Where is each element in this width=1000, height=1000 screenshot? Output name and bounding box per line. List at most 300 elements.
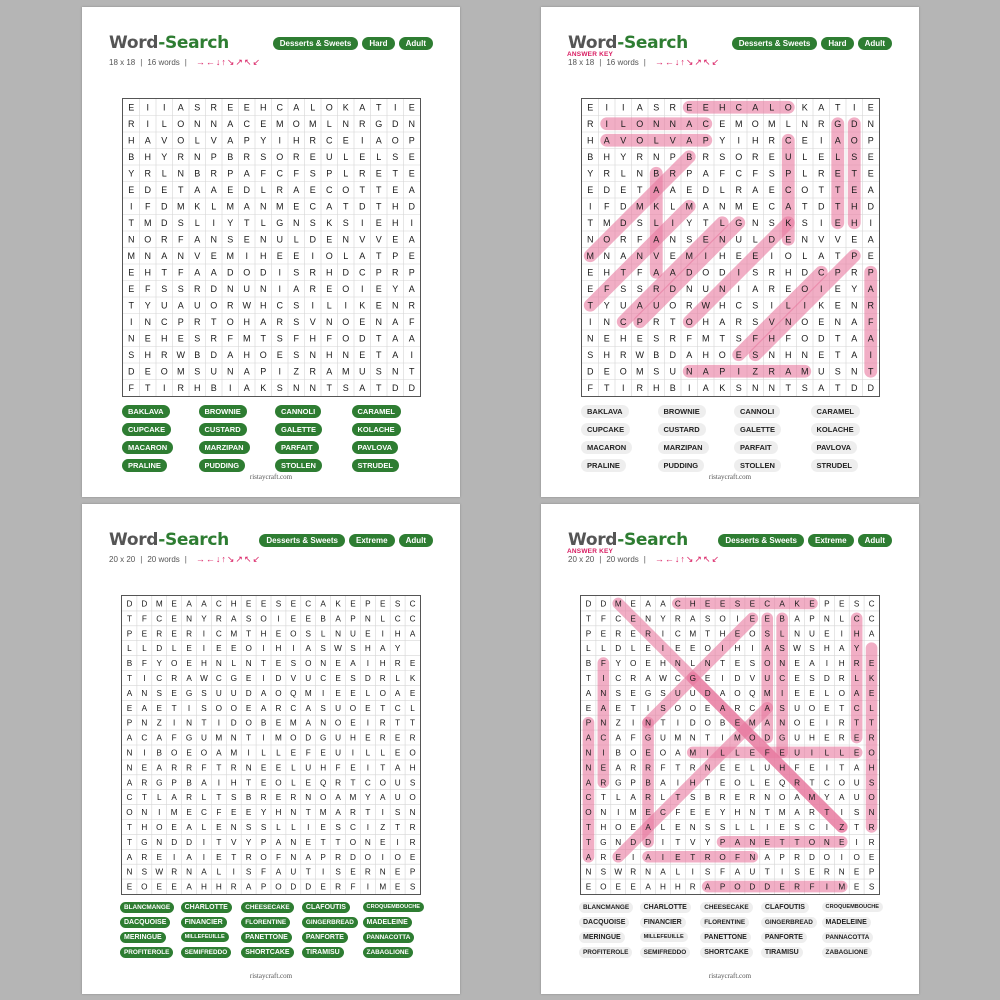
grid-letter: U	[764, 673, 771, 683]
grid-letter: C	[141, 733, 148, 743]
grid-letter: R	[141, 778, 148, 788]
grid-letter: E	[809, 763, 815, 773]
grid-letter: S	[868, 778, 875, 788]
grid-letter: R	[735, 185, 742, 196]
grid-letter: T	[178, 185, 184, 196]
grid-letter: P	[719, 366, 726, 377]
grid-letter: C	[785, 185, 792, 196]
grid-letter: N	[186, 614, 193, 624]
grid-letter: R	[587, 119, 594, 130]
grid-letter: K	[801, 102, 808, 113]
word-item: MADELEINE	[363, 917, 424, 928]
grid-letter: Y	[128, 168, 135, 179]
grid-letter: P	[227, 168, 234, 179]
grid-letter: T	[868, 366, 874, 377]
grid-letter: N	[794, 629, 801, 639]
grid-letter: D	[171, 837, 178, 847]
grid-letter: A	[260, 317, 267, 328]
grid-letter: F	[178, 267, 184, 278]
grid-letter: E	[290, 599, 297, 609]
grid-letter: N	[689, 822, 696, 832]
grid-letter: T	[690, 852, 696, 862]
grid-letter: L	[660, 793, 666, 803]
grid-letter: E	[326, 284, 333, 295]
puzzle-meta: 18 x 18 | 16 words | →←↓↑↘↗↖↙	[109, 57, 262, 67]
grid-letter: I	[869, 350, 873, 361]
grid-letter: O	[275, 778, 282, 788]
grid-letter: E	[128, 284, 135, 295]
answer-key-page-extreme	[541, 504, 919, 994]
grid-letter: S	[853, 599, 860, 609]
grid-letter: E	[275, 793, 282, 803]
grid-letter: M	[144, 218, 152, 229]
grid-letter: A	[764, 644, 770, 654]
grid-letter: T	[585, 673, 591, 683]
grid-letter: M	[689, 629, 697, 639]
grid-letter: S	[620, 284, 627, 295]
grid-letter: E	[309, 185, 316, 196]
grid-letter: E	[867, 152, 874, 163]
grid-letter: V	[669, 135, 676, 146]
grid-letter: N	[587, 234, 594, 245]
grid-letter: C	[409, 599, 416, 609]
grid-letter: I	[212, 218, 216, 229]
grid-letter: A	[794, 793, 800, 803]
grid-letter: D	[126, 599, 133, 609]
grid-letter: N	[186, 718, 193, 728]
word-item: PANETTONE	[700, 932, 757, 943]
grid-letter: H	[674, 882, 681, 892]
grid-letter: S	[704, 614, 711, 624]
word-item: CANNOLI	[275, 405, 346, 418]
grid-letter: O	[704, 644, 711, 654]
grid-letter: T	[126, 837, 132, 847]
grid-letter: N	[636, 251, 643, 262]
grid-letter: I	[737, 267, 741, 278]
grid-letter: M	[685, 201, 693, 212]
grid-letter: D	[144, 185, 151, 196]
grid-letter: R	[838, 673, 845, 683]
grid-letter: R	[335, 882, 342, 892]
grid-letter: T	[376, 251, 382, 262]
grid-letter: I	[381, 852, 384, 862]
grid-letter: D	[392, 383, 399, 394]
grid-letter: M	[177, 366, 185, 377]
grid-letter: U	[290, 867, 297, 877]
grid-letter: E	[686, 102, 693, 113]
grid-letter: E	[365, 703, 371, 713]
grid-letter: E	[394, 733, 401, 743]
grid-letter: T	[851, 168, 857, 179]
grid-letter: T	[335, 837, 341, 847]
grid-letter: A	[764, 718, 770, 728]
grid-letter: M	[748, 718, 756, 728]
grid-letter: Y	[394, 644, 401, 654]
grid-letter: T	[585, 822, 591, 832]
grid-letter: O	[379, 688, 386, 698]
grid-letter: L	[869, 703, 874, 713]
grid-letter: E	[675, 644, 681, 654]
grid-letter: E	[171, 629, 177, 639]
grid-letter: E	[686, 185, 693, 196]
grid-letter: L	[802, 152, 808, 163]
grid-letter: R	[243, 152, 250, 163]
grid-letter: N	[719, 284, 726, 295]
grid-letter: V	[290, 673, 297, 683]
grid-letter: C	[359, 267, 366, 278]
grid-letter: D	[141, 599, 148, 609]
grid-letter: P	[392, 251, 399, 262]
grid-letter: H	[768, 333, 775, 344]
grid-letter: Y	[853, 644, 860, 654]
word-item: DACQUOISE	[120, 917, 177, 928]
grid-letter: O	[259, 350, 267, 361]
grid-letter: C	[764, 599, 771, 609]
grid-letter: N	[177, 168, 184, 179]
grid-letter: A	[851, 317, 858, 328]
grid-letter: I	[825, 763, 828, 773]
grid-letter: E	[615, 852, 621, 862]
grid-letter: T	[764, 867, 770, 877]
word-item: PUDDING	[658, 459, 729, 472]
grid-letter: A	[645, 822, 651, 832]
grid-letter: N	[194, 152, 201, 163]
grid-letter: R	[768, 366, 775, 377]
grid-letter: Y	[365, 793, 371, 803]
word-item: PROFITEROLE	[120, 947, 177, 958]
grid-letter: E	[809, 867, 815, 877]
grid-letter: L	[620, 168, 626, 179]
grid-letter: O	[226, 317, 234, 328]
grid-letter: F	[305, 748, 311, 758]
site-footer: ristaycraft.com	[708, 972, 752, 980]
grid-letter: E	[375, 168, 382, 179]
grid-letter: C	[674, 599, 681, 609]
grid-letter: F	[171, 733, 177, 743]
grid-letter: A	[645, 882, 651, 892]
grid-letter: A	[177, 102, 184, 113]
grid-letter: S	[194, 102, 201, 113]
grid-letter: E	[735, 350, 742, 361]
grid-letter: T	[246, 629, 252, 639]
grid-letter: E	[227, 185, 234, 196]
grid-letter: O	[349, 837, 357, 847]
grid-letter: N	[177, 251, 184, 262]
grid-letter: C	[326, 185, 333, 196]
grid-letter: Y	[201, 614, 207, 624]
grid-letter: A	[293, 284, 300, 295]
grid-letter: S	[653, 102, 660, 113]
grid-letter: S	[779, 703, 785, 713]
grid-letter: A	[853, 688, 860, 698]
grid-letter: T	[835, 185, 841, 196]
grid-letter: S	[752, 300, 759, 311]
grid-letter: N	[686, 366, 693, 377]
grid-letter: H	[243, 317, 250, 328]
grid-letter: I	[588, 201, 592, 212]
grid-letter: I	[360, 284, 364, 295]
grid-letter: S	[335, 867, 341, 877]
grid-letter: N	[669, 234, 676, 245]
grid-letter: A	[293, 185, 300, 196]
grid-letter: A	[305, 852, 311, 862]
grid-letter: N	[126, 867, 133, 877]
grid-letter: C	[735, 300, 742, 311]
grid-letter: T	[261, 659, 267, 669]
grid-letter: N	[409, 808, 416, 818]
grid-letter: O	[325, 251, 333, 262]
grid-letter: H	[326, 267, 333, 278]
grid-letter: F	[600, 614, 606, 624]
grid-letter: T	[802, 201, 808, 212]
grid-letter: F	[868, 317, 874, 328]
grid-letter: O	[719, 614, 726, 624]
grid-letter: Z	[839, 822, 845, 832]
grid-letter: C	[823, 778, 830, 788]
word-item: MERINGUE	[120, 932, 177, 943]
grid-letter: E	[851, 185, 858, 196]
grid-letter: U	[215, 688, 222, 698]
grid-letter: L	[194, 218, 200, 229]
grid-letter: L	[785, 119, 791, 130]
grid-letter: N	[128, 234, 135, 245]
grid-letter: E	[600, 629, 607, 639]
grid-letter: R	[194, 284, 201, 295]
grid-letter: I	[129, 201, 133, 212]
grid-letter: E	[764, 778, 770, 788]
grid-letter: B	[227, 152, 234, 163]
grid-letter: E	[290, 748, 297, 758]
grid-letter: A	[645, 852, 651, 862]
word-item: CUSTARD	[199, 423, 270, 436]
grid-letter: V	[309, 317, 316, 328]
grid-letter: S	[768, 218, 775, 229]
grid-letter: W	[614, 867, 623, 877]
grid-letter: O	[868, 793, 875, 803]
grid-letter: T	[126, 614, 132, 624]
grid-letter: E	[630, 688, 636, 698]
answer-key-label: ANSWER KEY	[567, 548, 614, 555]
grid-letter: G	[644, 733, 652, 743]
grid-letter: E	[587, 267, 594, 278]
tag-category: Desserts & Sweets	[273, 37, 359, 50]
grid-letter: T	[305, 808, 311, 818]
grid-letter: I	[687, 383, 691, 394]
grid-letter: H	[719, 300, 726, 311]
grid-letter: P	[350, 614, 356, 624]
grid-letter: L	[194, 135, 200, 146]
grid-letter: F	[216, 808, 222, 818]
grid-letter: U	[785, 152, 792, 163]
grid-letter: O	[379, 778, 386, 788]
grid-letter: B	[156, 748, 162, 758]
grid-letter: S	[161, 284, 168, 295]
grid-letter: I	[770, 251, 774, 262]
grid-letter: S	[320, 644, 326, 654]
word-item: PANFORTE	[302, 932, 359, 943]
grid-letter: I	[162, 102, 166, 113]
grid-letter: S	[394, 808, 401, 818]
grid-letter: E	[186, 644, 192, 654]
grid-letter: S	[245, 822, 252, 832]
grid-letter: I	[766, 822, 769, 832]
grid-letter: K	[653, 201, 660, 212]
puzzle-page-hard	[82, 7, 460, 497]
grid-letter: I	[840, 808, 843, 818]
word-item: SEMIFREDDO	[181, 947, 238, 958]
grid-letter: D	[364, 673, 371, 683]
grid-letter: I	[360, 218, 364, 229]
grid-letter: F	[675, 808, 681, 818]
grid-letter: E	[818, 152, 825, 163]
grid-letter: H	[293, 135, 300, 146]
grid-letter: T	[585, 614, 591, 624]
grid-letter: E	[704, 673, 711, 683]
grid-letter: K	[260, 383, 267, 394]
grid-letter: E	[764, 837, 770, 847]
grid-letter: M	[586, 251, 594, 262]
grid-letter: W	[334, 644, 342, 654]
grid-letter: G	[615, 778, 622, 788]
grid-letter: A	[653, 185, 660, 196]
grid-letter: R	[309, 267, 316, 278]
word-list	[579, 902, 883, 958]
grid-letter: F	[630, 733, 636, 743]
grid-letter: P	[669, 152, 676, 163]
grid-letter: P	[177, 317, 184, 328]
grid-letter: L	[276, 822, 281, 832]
grid-letter: B	[653, 168, 660, 179]
grid-letter: E	[409, 688, 416, 698]
grid-letter: E	[645, 644, 651, 654]
grid-letter: E	[587, 102, 594, 113]
grid-letter: T	[675, 837, 681, 847]
grid-letter: U	[335, 703, 342, 713]
grid-letter: A	[243, 366, 250, 377]
grid-letter: I	[262, 733, 265, 743]
grid-letter: R	[359, 119, 366, 130]
grid-letter: L	[653, 135, 659, 146]
grid-letter: R	[868, 733, 875, 743]
grid-letter: E	[350, 718, 356, 728]
grid-letter: P	[408, 267, 415, 278]
grid-letter: P	[243, 135, 250, 146]
grid-letter: R	[230, 763, 237, 773]
grid-letter: N	[141, 688, 148, 698]
grid-letter: E	[231, 808, 237, 818]
grid-letter: H	[215, 882, 222, 892]
grid-letter: I	[187, 703, 191, 713]
grid-letter: C	[600, 733, 607, 743]
grid-letter: T	[376, 333, 382, 344]
grid-letter: I	[721, 733, 724, 743]
grid-letter: E	[210, 251, 217, 262]
grid-letter: T	[835, 333, 841, 344]
grid-letter: C	[394, 703, 401, 713]
grid-letter: N	[227, 284, 234, 295]
grid-letter: S	[735, 333, 742, 344]
grid-letter: M	[603, 218, 611, 229]
grid-letter: L	[630, 644, 636, 654]
grid-letter: T	[705, 629, 711, 639]
tag-difficulty: Hard	[362, 37, 394, 50]
grid-letter: E	[335, 673, 341, 683]
grid-letter: E	[868, 659, 875, 669]
grid-letter: R	[409, 822, 416, 832]
grid-letter: I	[825, 822, 828, 832]
grid-letter: A	[394, 688, 401, 698]
grid-letter: N	[342, 350, 349, 361]
grid-letter: N	[364, 837, 371, 847]
grid-letter: S	[375, 366, 382, 377]
grid-letter: A	[794, 808, 800, 818]
grid-letter: T	[705, 778, 711, 788]
grid-letter: B	[128, 152, 135, 163]
answer-letter-grid	[581, 98, 880, 397]
grid-letter: A	[186, 599, 192, 609]
grid-letter: I	[173, 852, 176, 862]
grid-letter: A	[186, 822, 192, 832]
grid-letter: S	[719, 152, 726, 163]
grid-letter: I	[217, 778, 220, 788]
grid-letter: A	[702, 201, 709, 212]
grid-letter: L	[839, 748, 845, 758]
grid-letter: N	[600, 808, 607, 818]
grid-letter: H	[128, 135, 135, 146]
grid-letter: D	[851, 119, 858, 130]
grid-letter: I	[366, 763, 369, 773]
grid-letter: E	[128, 267, 135, 278]
grid-letter: N	[669, 119, 676, 130]
grid-letter: E	[276, 350, 283, 361]
grid-letter: S	[764, 629, 770, 639]
grid-letter: N	[587, 333, 594, 344]
grid-letter: E	[809, 688, 815, 698]
word-item: SEMIFREDDO	[640, 947, 697, 958]
grid-letter: H	[808, 733, 815, 743]
grid-letter: A	[335, 793, 341, 803]
grid-letter: A	[326, 366, 333, 377]
grid-letter: H	[587, 135, 594, 146]
grid-letter: N	[585, 763, 592, 773]
grid-letter: K	[719, 383, 726, 394]
grid-letter: T	[305, 867, 311, 877]
grid-letter: E	[734, 763, 741, 773]
grid-letter: R	[818, 119, 825, 130]
grid-letter: O	[409, 748, 416, 758]
site-footer: ristaycraft.com	[708, 473, 752, 481]
grid-letter: L	[735, 748, 740, 758]
grid-letter: C	[156, 673, 163, 683]
grid-letter: A	[126, 688, 133, 698]
grid-letter: Q	[749, 688, 756, 698]
grid-letter: H	[868, 763, 875, 773]
grid-letter: E	[645, 748, 651, 758]
grid-letter: E	[749, 599, 756, 609]
grid-letter: E	[853, 867, 860, 877]
grid-letter: I	[396, 837, 399, 847]
grid-letter: L	[802, 168, 808, 179]
grid-letter: N	[305, 793, 312, 803]
grid-letter: Y	[392, 284, 399, 295]
grid-letter: A	[171, 793, 177, 803]
grid-letter: Z	[752, 366, 758, 377]
grid-letter: N	[719, 201, 726, 212]
grid-letter: E	[320, 748, 326, 758]
grid-letter: B	[210, 383, 217, 394]
word-item: BROWNIE	[658, 405, 729, 418]
grid-letter: O	[325, 102, 333, 113]
